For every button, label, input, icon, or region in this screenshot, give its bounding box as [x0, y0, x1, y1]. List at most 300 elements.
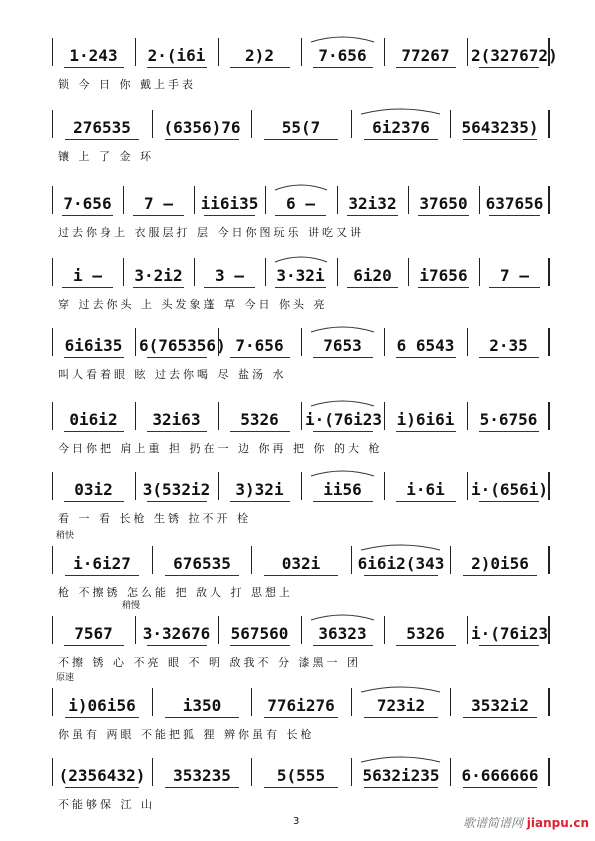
measure — [56, 408, 131, 430]
measure — [255, 116, 347, 138]
measure — [471, 44, 558, 66]
bar-line — [548, 110, 550, 138]
bar-line — [384, 402, 385, 430]
bar-line — [351, 110, 352, 138]
measure — [454, 116, 546, 138]
measure — [139, 408, 214, 430]
system-staff — [52, 610, 550, 650]
measure — [305, 478, 380, 500]
measure-notes: 5632i235 — [362, 765, 440, 785]
measure — [156, 764, 248, 786]
measure-notes: 5(555 — [276, 765, 326, 785]
bar-line — [52, 186, 53, 214]
measure — [483, 192, 546, 214]
lyric-line: 今日你把 肩上重 担 扔在一 边 你再 把 你 的大 枪 — [58, 442, 383, 455]
lyric-line: 锁 今 日 你 戴上手表 — [58, 78, 196, 91]
bar-line — [251, 110, 252, 138]
measure — [305, 622, 380, 644]
measure-notes: 353235 — [173, 765, 231, 785]
beam-underline — [264, 717, 338, 718]
measure — [198, 264, 261, 286]
bar-line — [152, 110, 153, 138]
beam-underline — [396, 357, 456, 358]
measure-notes: 6(765356) — [139, 335, 226, 355]
measure-notes: 2(327672) — [471, 45, 558, 65]
beam-underline — [165, 575, 239, 576]
bar-line — [408, 186, 409, 214]
bar-line — [548, 472, 550, 500]
measure-notes: 637656 — [485, 193, 544, 213]
bar-line — [251, 758, 252, 786]
measure-notes: 3(532i2 — [142, 479, 211, 499]
measure — [388, 478, 463, 500]
measure-notes: 5326 — [240, 409, 279, 429]
slur-path — [361, 545, 440, 550]
measure-notes: 3·32i — [276, 265, 325, 285]
measure — [388, 334, 463, 356]
lyric-line: 不能够保 江 山 — [58, 798, 155, 811]
beam-underline — [230, 431, 290, 432]
measure — [56, 264, 119, 286]
measure-notes: 36323 — [318, 623, 367, 643]
measure-notes: 2·35 — [489, 335, 528, 355]
measure-notes: 6i20 — [353, 265, 392, 285]
measure-notes: 32i32 — [348, 193, 397, 213]
system-staff — [52, 396, 550, 436]
watermark-url: jianpu.cn — [526, 816, 589, 830]
beam-underline — [65, 139, 139, 140]
bar-line — [135, 616, 136, 644]
beam-underline — [396, 431, 456, 432]
lyric-line: 镶 上 了 金 环 — [58, 150, 154, 163]
beam-underline — [64, 501, 124, 502]
bar-line — [384, 328, 385, 356]
beam-underline — [64, 357, 124, 358]
watermark-cn: 歌谱简谱网 — [462, 816, 523, 830]
slur-path — [311, 327, 374, 332]
measure — [355, 694, 447, 716]
measure — [56, 44, 131, 66]
beam-underline — [230, 501, 290, 502]
measure — [454, 694, 546, 716]
measure — [222, 44, 297, 66]
measure-notes: (2356432) — [58, 765, 146, 785]
bar-line — [135, 328, 136, 356]
measure — [388, 44, 463, 66]
bar-line — [301, 38, 302, 66]
bar-line — [467, 38, 468, 66]
system-staff — [52, 32, 558, 72]
bar-line — [301, 402, 302, 430]
bar-line — [548, 688, 550, 716]
beam-underline — [418, 215, 468, 216]
bar-line — [450, 758, 451, 786]
measure — [222, 478, 297, 500]
beam-underline — [65, 575, 139, 576]
measure-notes: 3532i2 — [471, 695, 529, 715]
beam-underline — [230, 357, 290, 358]
bar-line — [450, 546, 451, 574]
measure-notes: 7 – — [144, 193, 173, 213]
measure — [56, 764, 148, 786]
measure — [454, 552, 546, 574]
tempo-mark: 稍快 — [56, 531, 75, 541]
system-staff — [52, 682, 550, 722]
measure — [305, 44, 380, 66]
measure — [56, 478, 131, 500]
slur-path — [311, 37, 374, 42]
score-system — [52, 466, 550, 530]
bar-line — [479, 258, 480, 286]
beam-underline — [133, 287, 183, 288]
beam-underline — [275, 287, 325, 288]
slur-path — [275, 185, 327, 190]
measure-notes: 032i — [281, 553, 321, 573]
measure — [255, 552, 347, 574]
measure-notes: 6i6i2(343 — [357, 553, 445, 573]
measure-notes: 3·32676 — [142, 623, 211, 643]
measure-notes: (6356)76 — [163, 117, 241, 137]
bar-line — [351, 758, 352, 786]
measure-notes: 6·666666 — [461, 765, 539, 785]
score-system — [52, 531, 550, 604]
measure-notes: i)06i56 — [68, 695, 136, 715]
system-staff — [52, 252, 550, 292]
beam-underline — [65, 717, 139, 718]
measure — [341, 192, 404, 214]
lyric-line: 不擦 锈 心 不亮 眼 不 明 敌我不 分 漆黑一 团 — [58, 656, 361, 669]
measure-notes: 03i2 — [74, 479, 113, 499]
bar-line — [135, 402, 136, 430]
beam-underline — [479, 357, 539, 358]
measure — [222, 622, 297, 644]
measure-notes: 37650 — [419, 193, 468, 213]
beam-underline — [313, 645, 373, 646]
beam-underline — [479, 431, 539, 432]
bar-line — [52, 688, 53, 716]
measure — [471, 334, 546, 356]
beam-underline — [165, 787, 239, 788]
system-staff — [52, 466, 550, 506]
measure — [255, 694, 347, 716]
measure-notes: i7656 — [419, 265, 468, 285]
measure-notes: 7·656 — [235, 335, 284, 355]
beam-underline — [396, 501, 456, 502]
beam-underline — [364, 787, 438, 788]
tempo-mark: 原速 — [56, 673, 75, 683]
bar-line — [548, 402, 550, 430]
beam-underline — [264, 575, 338, 576]
measure — [56, 192, 119, 214]
measure-notes: ii56 — [323, 479, 362, 499]
system-staff — [52, 180, 550, 220]
beam-underline — [463, 787, 537, 788]
measure — [305, 408, 383, 430]
beam-underline — [364, 139, 438, 140]
bar-line — [548, 258, 550, 286]
bar-line — [52, 472, 53, 500]
measure-notes: 3·2i2 — [134, 265, 183, 285]
bar-line — [52, 616, 53, 644]
measure — [156, 116, 248, 138]
bar-line — [123, 258, 124, 286]
beam-underline — [463, 139, 537, 140]
beam-underline — [65, 787, 139, 788]
measure-notes: 567560 — [230, 623, 289, 643]
beam-underline — [230, 645, 290, 646]
beam-underline — [165, 717, 239, 718]
bar-line — [194, 258, 195, 286]
bar-line — [384, 38, 385, 66]
system-staff — [52, 540, 550, 580]
measure-notes: i·(76i23 — [305, 409, 383, 429]
measure-notes: 7·656 — [63, 193, 112, 213]
beam-underline — [364, 575, 438, 576]
measure — [305, 334, 380, 356]
measure — [56, 622, 131, 644]
bar-line — [52, 546, 53, 574]
system-staff — [52, 104, 550, 144]
bar-line — [337, 258, 338, 286]
beam-underline — [489, 215, 539, 216]
measure-notes: 276535 — [73, 117, 131, 137]
measure-notes: i·(656i) — [471, 479, 549, 499]
bar-line — [337, 186, 338, 214]
measure — [139, 622, 214, 644]
bar-line — [152, 758, 153, 786]
page-number: 3 — [293, 816, 300, 827]
bar-line — [450, 110, 451, 138]
measure-notes: 6 6543 — [396, 335, 455, 355]
measure — [388, 408, 463, 430]
score-system — [52, 752, 550, 816]
measure-notes: i)6i6i — [396, 409, 455, 429]
slur-path — [361, 757, 440, 762]
slur-path — [311, 471, 374, 476]
bar-line — [265, 186, 266, 214]
beam-underline — [165, 139, 239, 140]
beam-underline — [264, 787, 338, 788]
measure-notes: ii6i35 — [200, 193, 259, 213]
beam-underline — [463, 717, 537, 718]
beam-underline — [147, 67, 207, 68]
bar-line — [408, 258, 409, 286]
measure-notes: 5643235) — [461, 117, 539, 137]
measure-notes: 723i2 — [376, 695, 426, 715]
bar-line — [218, 38, 219, 66]
bar-line — [265, 258, 266, 286]
measure — [198, 192, 261, 214]
beam-underline — [62, 215, 112, 216]
measure-notes: 6i2376 — [372, 117, 430, 137]
measure — [388, 622, 463, 644]
measure — [139, 44, 214, 66]
beam-underline — [479, 67, 539, 68]
beam-underline — [313, 67, 373, 68]
beam-underline — [64, 67, 124, 68]
watermark — [463, 814, 589, 831]
beam-underline — [479, 645, 539, 646]
system-staff — [52, 322, 550, 362]
slur-path — [275, 257, 327, 262]
measure-notes: 6 – — [286, 193, 315, 213]
bar-line — [251, 546, 252, 574]
beam-underline — [313, 357, 373, 358]
measure-notes: 7 – — [500, 265, 529, 285]
bar-line — [301, 616, 302, 644]
lyric-line: 过去你身上 衣服层打 层 今日你图玩乐 讲吃又讲 — [58, 226, 364, 239]
lyric-line: 枪 不擦锈 怎么能 把 敌人 打 思想上 — [58, 586, 293, 599]
bar-line — [251, 688, 252, 716]
measure-notes: i·(76i23 — [471, 623, 549, 643]
measure-notes: 7567 — [74, 623, 113, 643]
bar-line — [135, 472, 136, 500]
measure-notes: 5·6756 — [479, 409, 538, 429]
bar-line — [152, 546, 153, 574]
measure-notes: 5326 — [406, 623, 445, 643]
measure — [255, 764, 347, 786]
measure — [139, 478, 214, 500]
measure — [355, 552, 447, 574]
score-system — [52, 252, 550, 316]
beam-underline — [147, 431, 207, 432]
measure — [156, 552, 248, 574]
bar-line — [135, 38, 136, 66]
measure-notes: i – — [73, 265, 102, 285]
measure — [222, 408, 297, 430]
measure-notes: 3)32i — [235, 479, 284, 499]
beam-underline — [230, 67, 290, 68]
lyric-line: 看 一 看 长枪 生锈 拉不开 栓 — [58, 512, 251, 525]
beam-underline — [147, 357, 207, 358]
bar-line — [548, 546, 550, 574]
bar-line — [548, 758, 550, 786]
score-system — [52, 396, 550, 460]
measure-notes: i350 — [182, 695, 222, 715]
measure-notes: 1·243 — [69, 45, 118, 65]
beam-underline — [364, 717, 438, 718]
measure — [454, 764, 546, 786]
bar-line — [218, 402, 219, 430]
measure-notes: i·6i27 — [73, 553, 131, 573]
bar-line — [384, 472, 385, 500]
beam-underline — [275, 215, 325, 216]
measure — [56, 334, 131, 356]
measure-notes: 77267 — [401, 45, 450, 65]
measure — [471, 622, 549, 644]
score-system — [52, 104, 550, 168]
measure — [355, 116, 447, 138]
slur-path — [311, 401, 374, 406]
beam-underline — [264, 139, 338, 140]
score-system — [52, 32, 558, 96]
measure-notes: 0i6i2 — [69, 409, 118, 429]
measure — [471, 408, 546, 430]
bar-line — [194, 186, 195, 214]
score-system — [52, 322, 550, 386]
lyric-line: 你虽有 两眼 不能把狐 狸 辨你虽有 长枪 — [58, 728, 315, 741]
measure — [56, 116, 148, 138]
score-system — [52, 180, 550, 244]
bar-line — [479, 186, 480, 214]
beam-underline — [347, 287, 397, 288]
system-staff — [52, 752, 550, 792]
beam-underline — [313, 431, 373, 432]
beam-underline — [204, 287, 254, 288]
measure — [412, 192, 475, 214]
measure-notes: 7·656 — [318, 45, 367, 65]
beam-underline — [479, 501, 539, 502]
measure — [269, 264, 332, 286]
beam-underline — [204, 215, 254, 216]
beam-underline — [147, 645, 207, 646]
measure — [341, 264, 404, 286]
bar-line — [301, 472, 302, 500]
measure — [222, 334, 297, 356]
beam-underline — [64, 645, 124, 646]
beam-underline — [62, 287, 112, 288]
beam-underline — [418, 287, 468, 288]
measure-notes: 2)2 — [245, 45, 274, 65]
bar-line — [52, 258, 53, 286]
bar-line — [384, 616, 385, 644]
measure-notes: 3 – — [215, 265, 244, 285]
measure — [156, 694, 248, 716]
beam-underline — [347, 215, 397, 216]
bar-line — [548, 616, 550, 644]
lyric-line: 叫人看着眼 眩 过去你喝 尽 盐汤 水 — [58, 368, 287, 381]
bar-line — [218, 472, 219, 500]
slur-path — [361, 109, 440, 114]
beam-underline — [64, 431, 124, 432]
measure-notes: 55(7 — [281, 117, 321, 137]
bar-line — [351, 546, 352, 574]
tempo-mark: 稍慢 — [122, 601, 141, 611]
bar-line — [52, 110, 53, 138]
score-system — [52, 673, 550, 746]
bar-line — [548, 328, 550, 356]
measure — [139, 334, 226, 356]
beam-underline — [396, 67, 456, 68]
measure-notes: 32i63 — [152, 409, 201, 429]
measure-notes: 2)0i56 — [471, 553, 529, 573]
bar-line — [301, 328, 302, 356]
bar-line — [467, 328, 468, 356]
bar-line — [52, 38, 53, 66]
measure — [471, 478, 549, 500]
bar-line — [548, 186, 550, 214]
bar-line — [52, 328, 53, 356]
bar-line — [218, 616, 219, 644]
bar-line — [52, 758, 53, 786]
measure — [56, 552, 148, 574]
measure — [412, 264, 475, 286]
bar-line — [467, 616, 468, 644]
bar-line — [450, 688, 451, 716]
measure — [355, 764, 447, 786]
slur-path — [311, 615, 374, 620]
measure-notes: i·6i — [406, 479, 445, 499]
measure-notes: 6i6i35 — [64, 335, 123, 355]
bar-line — [351, 688, 352, 716]
measure — [483, 264, 546, 286]
beam-underline — [463, 575, 537, 576]
score-system — [52, 601, 550, 674]
beam-underline — [489, 287, 539, 288]
bar-line — [467, 402, 468, 430]
bar-line — [123, 186, 124, 214]
measure-notes: 2·(i6i — [147, 45, 206, 65]
